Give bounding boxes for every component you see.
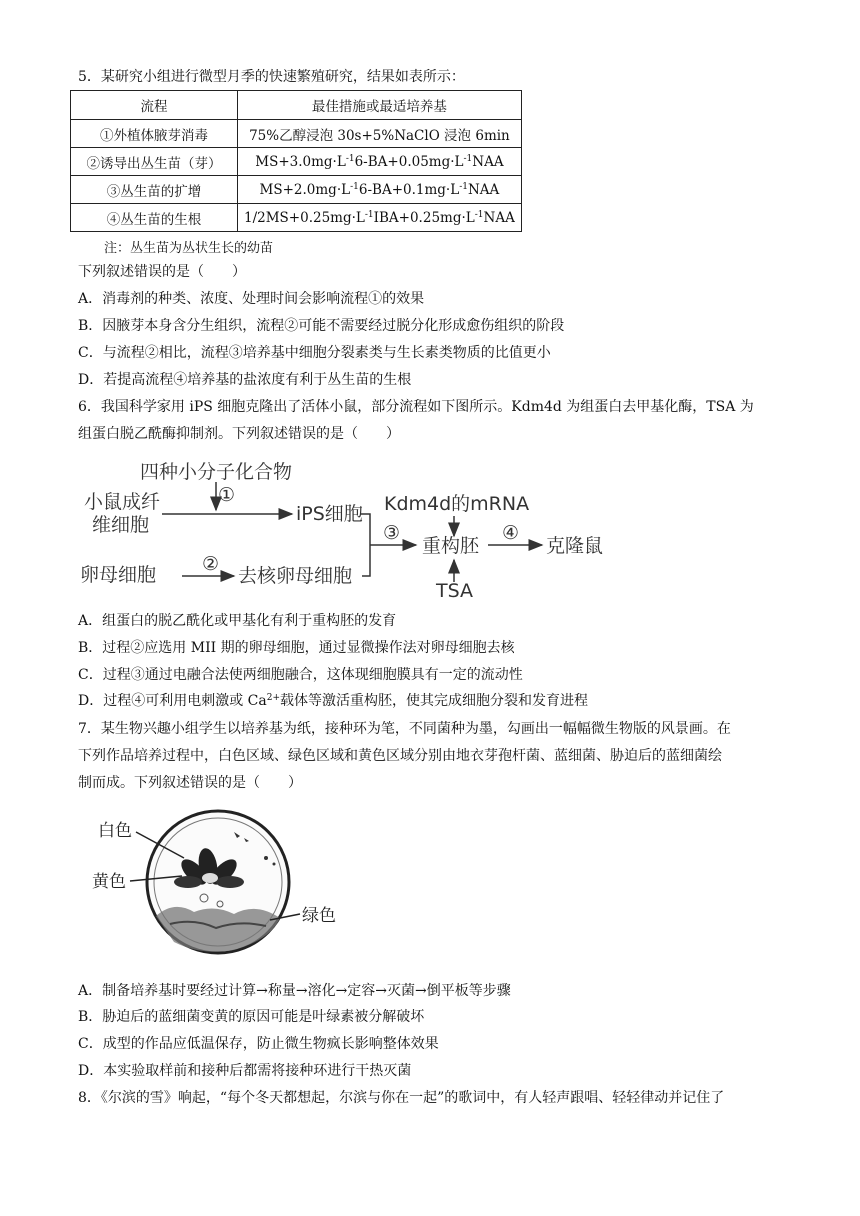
table-cell: $MS+3.0mg\cdot L^{-1}6-BA+0.05mg\cdot L^{-1}NAA$ [238, 148, 522, 176]
table-cell: $1/2MS+0.25mg\cdot L^{-1}IBA+0.25mg\cdot L^{-1}NAA$ [238, 204, 522, 232]
table-cell: 75%乙醇浸泡 30s+5%NaClO 浸泡 6min [238, 120, 522, 148]
table-cell: ①外植体腋芽消毒 [71, 120, 238, 148]
table-header-row [71, 91, 522, 120]
q6-stem-line2: 组蛋白脱乙酰酶抑制剂。下列叙述错误的是（ ） [78, 426, 400, 442]
q7-option-a: A．制备培养基时要经过计算→称量→溶化→定容→灭菌→倒平板等步骤 [78, 983, 511, 999]
table-row [71, 204, 522, 232]
q5-table [70, 90, 522, 232]
q7-stem-line3: 制而成。下列叙述错误的是（ ） [78, 775, 302, 791]
table-cell: $MS+2.0mg\cdot L^{-1}6-BA+0.1mg\cdot L^{-1}NAA$ [238, 176, 522, 204]
q5-option-b: B．因腋芽本身含分生组织，流程②可能不需要经过脱分化形成愈伤组织的阶段 [78, 318, 565, 334]
table-row [71, 120, 522, 148]
table-cell: ②诱导出丛生苗（芽） [71, 148, 238, 176]
ips-cell-label: iPS细胞 [296, 503, 363, 525]
tsa-label: TSA [436, 580, 474, 602]
fibroblast-label-line2: 维细胞 [92, 514, 150, 536]
q6-option-b: B．过程②应选用 MII 期的卵母细胞，通过显微操作法对卵母细胞去核 [78, 640, 515, 656]
white-label: 白色 [98, 821, 132, 841]
enucleated-oocyte-label: 去核卵母细胞 [238, 565, 353, 587]
fibroblast-label-line1: 小鼠成纤 [84, 491, 161, 513]
q7-stem-line1: 7．某生物兴趣小组学生以培养基为纸，接种环为笔，不同菌种为墨，勾画出一幅幅微生物版的风景画。在 [78, 721, 731, 737]
table-row [71, 176, 522, 204]
q6-option-c: C．过程③通过电融合法使两细胞融合，这体现细胞膜具有一定的流动性 [78, 667, 523, 683]
q5-option-c: C．与流程②相比，流程③培养基中细胞分裂素类与生长素类物质的比值更小 [78, 345, 551, 361]
step3-label: ③ [383, 522, 401, 544]
q7-stem-line2: 下列作品培养过程中，白色区域、绿色区域和黄色区域分别由地衣芽孢杆菌、蓝细菌、胁迫后的蓝细菌绘 [78, 748, 722, 764]
table-header-cell: 流程 [71, 91, 238, 120]
cloned-mouse-label: 克隆鼠 [546, 535, 604, 557]
green-label: 绿色 [302, 906, 336, 926]
q7-option-c: C．成型的作品应低温保存，防止微生物疯长影响整体效果 [78, 1036, 439, 1052]
q5-stem: 5．某研究小组进行微型月季的快速繁殖研究，结果如表所示： [78, 69, 465, 85]
kdm4d-mrna-label: Kdm4d的mRNA [384, 493, 530, 515]
q6-option-d: D．过程④可利用电刺激或 $Ca^{2+}$载体等激活重构胚，使其完成细胞分裂和发育进程 [78, 693, 589, 709]
table-header-cell: 最佳措施或最适培养基 [238, 91, 522, 120]
q5-table-note: 注：丛生苗为丛状生长的幼苗 [104, 241, 274, 256]
table-row [71, 148, 522, 176]
q5-prompt: 下列叙述错误的是（ ） [78, 264, 246, 280]
step1-label: ① [218, 484, 236, 506]
q7-option-b: B．胁迫后的蓝细菌变黄的原因可能是叶绿素被分解破坏 [78, 1009, 425, 1025]
q5-option-d: D．若提高流程④培养基的盐浓度有利于丛生苗的生根 [78, 372, 412, 388]
compounds-label: 四种小分子化合物 [140, 461, 293, 483]
q6-option-a: A．组蛋白的脱乙酰化或甲基化有利于重构胚的发育 [78, 613, 397, 629]
green-area [156, 907, 280, 952]
petri-dish-artwork [84, 808, 384, 968]
yellow-label: 黄色 [92, 872, 126, 892]
step4-label: ④ [502, 522, 520, 544]
oocyte-label: 卵母细胞 [80, 564, 157, 586]
table-cell: ③丛生苗的扩增 [71, 176, 238, 204]
cloning-flow-diagram [70, 452, 630, 602]
q7-option-d: D．本实验取样前和接种后都需将接种环进行干热灭菌 [78, 1063, 412, 1079]
step2-label: ② [202, 553, 220, 575]
reconstructed-embryo-label: 重构胚 [422, 535, 480, 557]
table-cell: ④丛生苗的生根 [71, 204, 238, 232]
q8-stem-line1: 8．《尔滨的雪》响起，“每个冬天都想起，尔滨与你在一起”的歌词中，有人轻声跟唱、轻轻律动并记住了 [78, 1090, 725, 1106]
q6-stem-line1: 6．我国科学家用 iPS 细胞克隆出了活体小鼠，部分流程如下图所示。Kdm4d 为组蛋白去甲基化酶，TSA 为 [78, 399, 754, 415]
q5-option-a: A．消毒剂的种类、浓度、处理时间会影响流程①的效果 [78, 291, 425, 307]
